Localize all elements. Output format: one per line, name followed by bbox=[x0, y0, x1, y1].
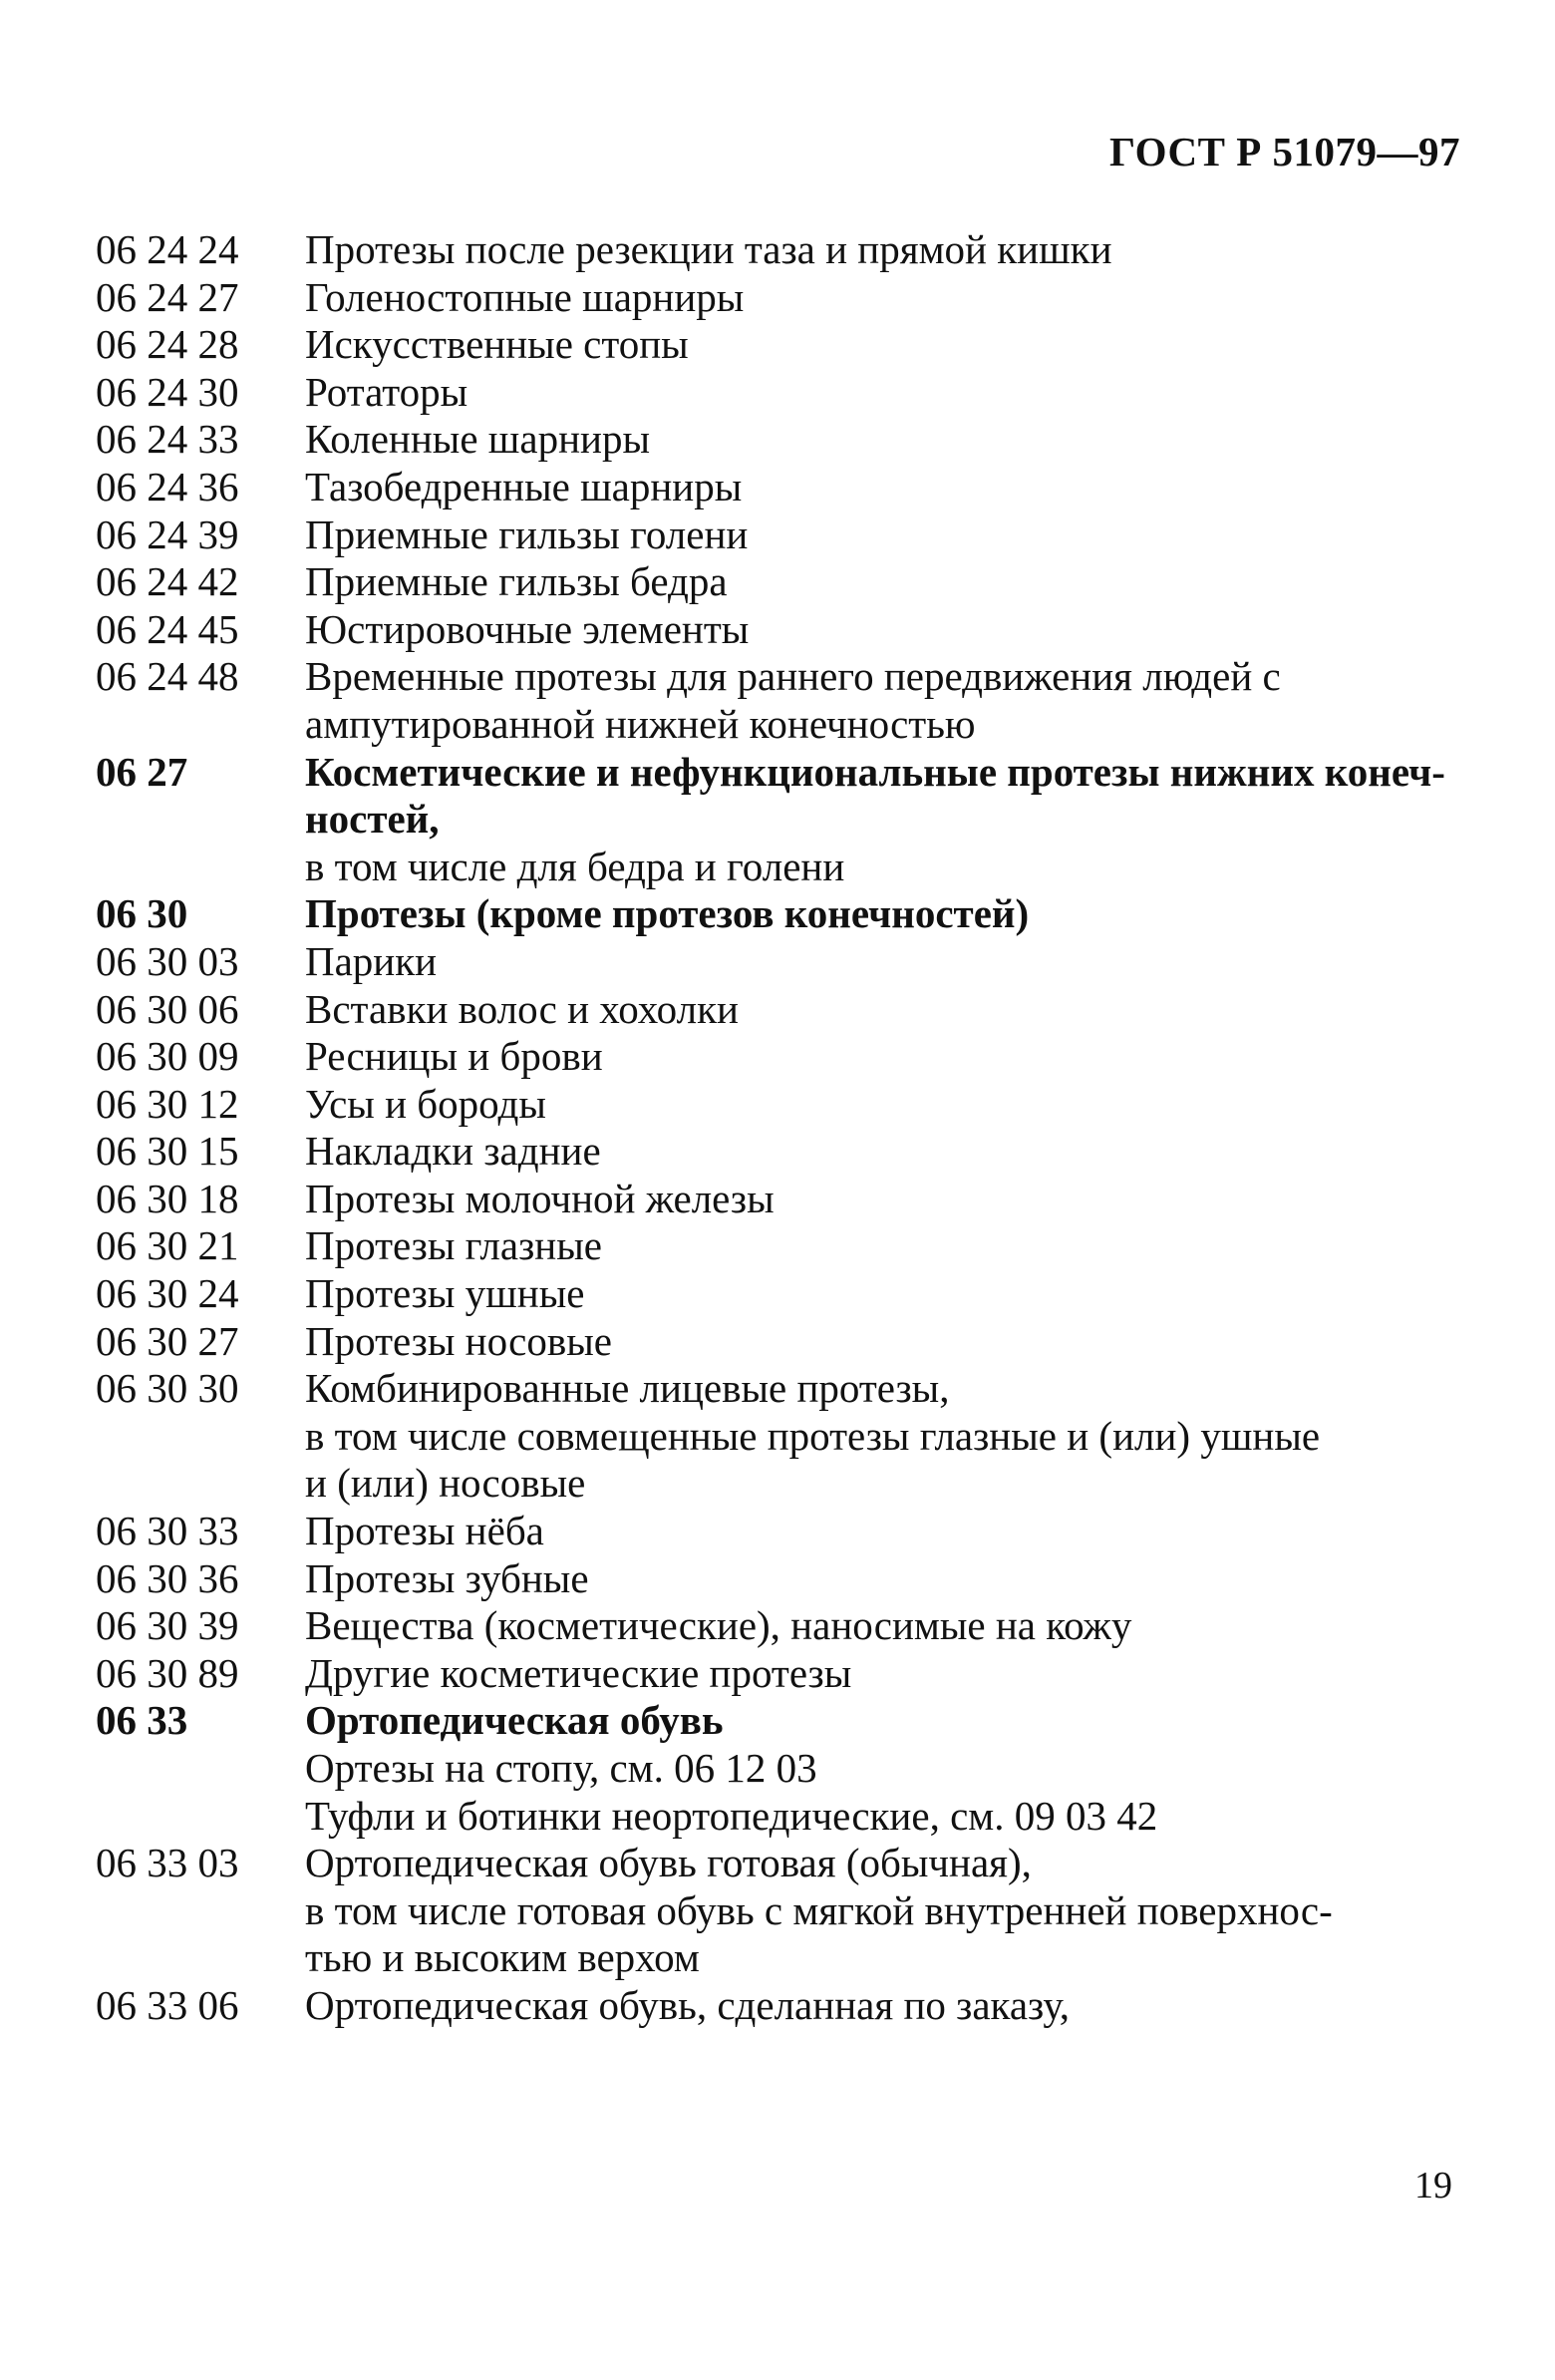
entry-code: 06 30 21 bbox=[96, 1222, 239, 1269]
entry-description-line: ностей, bbox=[305, 796, 440, 843]
entry-code: 06 33 bbox=[96, 1697, 188, 1744]
entry-description bbox=[305, 1318, 1461, 1366]
entry-code: 06 30 18 bbox=[96, 1175, 239, 1221]
entry-description-line: Ортопедическая обувь, сделанная по заказу, bbox=[305, 1981, 1071, 2028]
entry-code: 06 30 30 bbox=[96, 1365, 239, 1412]
entry-description bbox=[305, 890, 1461, 938]
entry-code: 06 30 06 bbox=[96, 985, 239, 1032]
classification-entry bbox=[96, 1697, 1461, 1840]
entry-note-line: Туфли и ботинки неортопедические, см. 09 03 42 bbox=[305, 1792, 1158, 1839]
entry-description bbox=[305, 1555, 1461, 1603]
classification-entry bbox=[96, 369, 1461, 417]
entry-description-line: Косметические и нефункциональные протезы нижних конеч- bbox=[305, 748, 1445, 795]
entry-description-line: Накладки задние bbox=[305, 1128, 601, 1175]
entry-code: 06 24 30 bbox=[96, 368, 239, 415]
document-header: ГОСТ Р 51079—97 bbox=[1109, 129, 1460, 174]
entry-description bbox=[305, 1081, 1461, 1129]
classification-entry bbox=[96, 1555, 1461, 1603]
entry-code: 06 24 24 bbox=[96, 226, 239, 272]
classification-entry bbox=[96, 1081, 1461, 1129]
entry-description bbox=[305, 606, 1461, 654]
entry-code: 06 24 39 bbox=[96, 510, 239, 557]
entry-description-line: Протезы (кроме протезов конечностей) bbox=[305, 890, 1030, 937]
entry-code: 06 27 bbox=[96, 748, 188, 795]
entry-description bbox=[305, 274, 1461, 322]
entry-description-line: Комбинированные лицевые протезы, bbox=[305, 1365, 950, 1412]
classification-entry bbox=[96, 653, 1461, 748]
entry-description-line: Ортопедическая обувь готовая (обычная), bbox=[305, 1840, 1032, 1886]
entry-description bbox=[305, 558, 1461, 606]
classification-entry bbox=[96, 1365, 1461, 1508]
classification-list bbox=[96, 226, 1461, 2030]
classification-entry bbox=[96, 274, 1461, 322]
entry-description-line: Ортопедическая обувь bbox=[305, 1697, 724, 1744]
entry-description bbox=[305, 1982, 1461, 2030]
entry-description bbox=[305, 1128, 1461, 1176]
entry-description-line: Парики bbox=[305, 937, 438, 984]
entry-description-line: Протезы носовые bbox=[305, 1317, 612, 1364]
entry-code: 06 30 bbox=[96, 890, 188, 937]
entry-description-line: Коленные шарниры bbox=[305, 416, 650, 463]
entry-code: 06 33 06 bbox=[96, 1981, 239, 2028]
classification-entry bbox=[96, 1650, 1461, 1698]
entry-description bbox=[305, 1033, 1461, 1081]
classification-entry bbox=[96, 1128, 1461, 1176]
entry-description-line: Протезы зубные bbox=[305, 1554, 589, 1601]
entry-code: 06 24 33 bbox=[96, 416, 239, 463]
entry-description-line: Вставки волос и хохолки bbox=[305, 985, 739, 1032]
entry-description-line: Усы и бороды bbox=[305, 1080, 546, 1127]
entry-description-line: Приемные гильзы бедра bbox=[305, 558, 728, 605]
entry-description bbox=[305, 938, 1461, 986]
entry-code: 06 24 45 bbox=[96, 605, 239, 652]
entry-description bbox=[305, 416, 1461, 464]
classification-entry bbox=[96, 1318, 1461, 1366]
entry-description bbox=[305, 1602, 1461, 1650]
entry-description bbox=[305, 749, 1461, 891]
entry-code: 06 30 39 bbox=[96, 1602, 239, 1649]
entry-description bbox=[305, 464, 1461, 511]
entry-code: 06 24 36 bbox=[96, 463, 239, 510]
classification-entry bbox=[96, 1222, 1461, 1270]
classification-entry bbox=[96, 1176, 1461, 1223]
classification-entry bbox=[96, 986, 1461, 1034]
entry-code: 06 30 15 bbox=[96, 1128, 239, 1175]
entry-description-line: Приемные гильзы голени bbox=[305, 510, 749, 557]
entry-description-line: Голеностопные шарниры bbox=[305, 273, 745, 320]
entry-description-line: Временные протезы для раннего передвижения людей с bbox=[305, 653, 1281, 700]
classification-entry bbox=[96, 1982, 1461, 2030]
entry-description-line: Вещества (косметические), наносимые на кожу bbox=[305, 1602, 1132, 1649]
classification-entry bbox=[96, 321, 1461, 369]
entry-description bbox=[305, 511, 1461, 559]
classification-entry bbox=[96, 1840, 1461, 1982]
entry-description-line: Протезы молочной железы bbox=[305, 1175, 775, 1221]
entry-code: 06 24 28 bbox=[96, 321, 239, 368]
page-number: 19 bbox=[1414, 2165, 1452, 2207]
entry-description bbox=[305, 1365, 1461, 1508]
entry-code: 06 30 89 bbox=[96, 1649, 239, 1696]
entry-code: 06 24 42 bbox=[96, 558, 239, 605]
entry-description-line: Искусственные стопы bbox=[305, 321, 689, 368]
entry-description bbox=[305, 1270, 1461, 1318]
entry-description-line: в том числе совмещенные протезы глазные и (или) ушные bbox=[305, 1412, 1321, 1459]
classification-entry bbox=[96, 890, 1461, 938]
entry-description-line: и (или) носовые bbox=[305, 1460, 586, 1507]
entry-description bbox=[305, 369, 1461, 417]
classification-entry bbox=[96, 1602, 1461, 1650]
entry-description bbox=[305, 1840, 1461, 1982]
entry-description-line: Ротаторы bbox=[305, 368, 468, 415]
entry-description-line: Юстировочные элементы bbox=[305, 605, 750, 652]
entry-description bbox=[305, 986, 1461, 1034]
classification-entry bbox=[96, 749, 1461, 891]
classification-entry bbox=[96, 938, 1461, 986]
entry-description-line: Другие косметические протезы bbox=[305, 1649, 852, 1696]
classification-entry bbox=[96, 464, 1461, 511]
entry-description-line: Протезы ушные bbox=[305, 1270, 585, 1317]
entry-description bbox=[305, 1650, 1461, 1698]
entry-code: 06 30 36 bbox=[96, 1554, 239, 1601]
classification-entry bbox=[96, 1270, 1461, 1318]
entry-description-line: Протезы после резекции таза и прямой кишки bbox=[305, 226, 1112, 272]
classification-entry bbox=[96, 1033, 1461, 1081]
entry-description bbox=[305, 1176, 1461, 1223]
entry-code: 06 30 09 bbox=[96, 1033, 239, 1080]
entry-description bbox=[305, 321, 1461, 369]
classification-entry bbox=[96, 511, 1461, 559]
entry-description bbox=[305, 653, 1461, 748]
entry-code: 06 24 48 bbox=[96, 653, 239, 700]
entry-code: 06 30 12 bbox=[96, 1080, 239, 1127]
entry-note-line: в том числе для бедра и голени bbox=[305, 843, 845, 889]
entry-description-line: Тазобедренные шарниры bbox=[305, 463, 743, 510]
entry-code: 06 24 27 bbox=[96, 273, 239, 320]
entry-description-line: Протезы нёба bbox=[305, 1508, 544, 1554]
entry-description-line: тью и высоким верхом bbox=[305, 1934, 700, 1981]
entry-description-line: ампутированной нижней конечностью bbox=[305, 700, 976, 747]
classification-entry bbox=[96, 226, 1461, 274]
entry-description bbox=[305, 226, 1461, 274]
entry-description-line: в том числе готовая обувь с мягкой внутренней поверхнос- bbox=[305, 1886, 1333, 1933]
entry-code: 06 30 27 bbox=[96, 1317, 239, 1364]
entry-code: 06 30 03 bbox=[96, 937, 239, 984]
entry-code: 06 30 33 bbox=[96, 1508, 239, 1554]
entry-description bbox=[305, 1697, 1461, 1840]
classification-entry bbox=[96, 558, 1461, 606]
classification-entry bbox=[96, 416, 1461, 464]
entry-description bbox=[305, 1222, 1461, 1270]
entry-note-line: Ортезы на стопу, см. 06 12 03 bbox=[305, 1745, 817, 1791]
entry-code: 06 30 24 bbox=[96, 1270, 239, 1317]
entry-code: 06 33 03 bbox=[96, 1840, 239, 1886]
classification-entry bbox=[96, 1508, 1461, 1555]
classification-entry bbox=[96, 606, 1461, 654]
entry-description-line: Протезы глазные bbox=[305, 1222, 602, 1269]
entry-description-line: Ресницы и брови bbox=[305, 1033, 603, 1080]
entry-description bbox=[305, 1508, 1461, 1555]
